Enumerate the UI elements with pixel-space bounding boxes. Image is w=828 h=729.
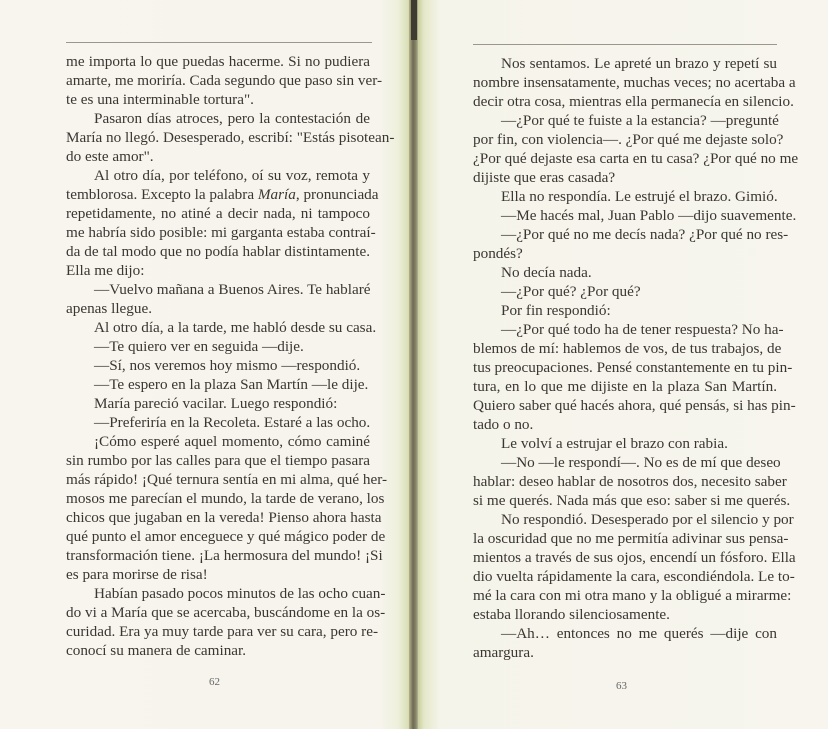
text-line: sin rumbo por las calles para que el tiempo pasara [66,452,370,469]
text-line: repetidamente, no atiné a decir nada, ni tampoco [66,205,370,222]
text-line: Nos sentamos. Le apreté un brazo y repetí su [501,55,777,72]
text-line: chicos que jugaban en la vereda! Pienso ahora hasta [66,509,382,526]
text-line: —Te quiero ver en seguida —dije. [94,338,304,355]
text-line: —Te espero en la plaza San Martín —le dije. [94,376,369,393]
text-line: do vi a María que se acercaba, buscándome en la os- [66,604,386,621]
text-line: Habían pasado pocos minutos de las ocho cuan- [94,585,386,602]
text-line: —Preferiría en la Recoleta. Estaré a las ocho. [94,414,371,431]
text-line: me habría sido posible: mi garganta estaba contraí- [66,224,376,241]
text-line: me importa lo que puedas hacerme. Si no pudiera [66,53,370,70]
text-line: amargura. [473,644,534,661]
text-line: dijiste que eras casada? [473,169,616,186]
text-line: Al otro día, por teléfono, oí su voz, remota y [94,167,370,184]
text-line: Le volví a estrujar el brazo con rabia. [501,435,728,452]
text-line: blemos de mí: hablemos de vos, de tus trabajos, de [473,340,782,357]
left-page [0,0,410,729]
page-number: 63 [616,680,627,692]
text-line: si me querés. Nada más que eso: saber si me querés. [473,492,791,509]
left-page-text [66,52,395,660]
text-line: mosos me parecían el mundo, la tarde de verano, los [66,490,385,507]
text-line [66,185,379,204]
text-line: tado o no. [473,416,534,433]
text-line: Por fin respondió: [501,302,611,319]
text-line: por fin, con violencia—. ¿Por qué me dejaste solo? [473,131,784,148]
text-line: la oscuridad que no me permitía adivinar sus pensa- [473,530,789,547]
text-line: te es una interminable tortura". [66,91,254,108]
text-line: mé la cara con mi otra mano y la obligué a mirarme: [473,587,792,604]
text-line: Quiero saber qué hacés ahora, qué pensás, si has pin- [473,397,796,414]
text-line: —¿Por qué todo ha de tener respuesta? No ha- [501,321,784,338]
header-rule [66,42,372,43]
text-line: do este amor". [66,148,154,165]
text-line: nombre insensatamente, muchas veces; no acertaba a [473,74,796,91]
text-span: temblorosa. Excepto la palabra [66,186,258,203]
text-line: María no llegó. Desesperado, escribí: "Estás pisotean- [66,129,395,146]
text-line: —Vuelvo mañana a Buenos Aires. Te hablaré [94,281,371,298]
right-page [418,0,828,729]
text-line: apenas llegue. [66,300,153,317]
text-line: tus preocupaciones. Pensé constantemente en tu pin- [473,359,793,376]
right-page-text [473,54,799,662]
text-line: amarte, me moriría. Cada segundo que paso sin ver- [66,72,383,89]
text-line: mientos a través de sus ojos, encendí un fósforo. Ella [473,549,796,566]
text-line: —Sí, nos veremos hoy mismo —respondió. [94,357,361,374]
text-line: —Me hacés mal, Juan Pablo —dijo suavemente. [501,207,797,224]
text-line: hablar: deseo hablar de nosotros dos, necesito saber [473,473,787,490]
text-span: , pronunciada [295,186,379,203]
text-line: ¿Por qué dejaste esa carta en tu casa? ¿Por qué no me [473,150,799,167]
page-number: 62 [209,676,220,688]
text-line: da de tal modo que no podía hablar distintamente. [66,243,370,260]
text-line: María pareció vacilar. Luego respondió: [94,395,338,412]
text-line: —¿Por qué te fuiste a la estancia? —pregunté [501,112,779,129]
text-line: Ella no respondía. Le estrujé el brazo. Gimió. [501,188,778,205]
text-line: No decía nada. [501,264,592,281]
text-line: es para morirse de risa! [66,566,208,583]
text-line: conocí su manera de caminar. [66,642,247,659]
text-line: —No —le respondí—. No es de mí que deseo [501,454,781,471]
text-line: Al otro día, a la tarde, me habló desde su casa. [94,319,377,336]
text-line: más rápido! ¡Qué ternura sentía en mi alma, qué her- [66,471,388,488]
text-line: curidad. Era ya muy tarde para ver su cara, pero re- [66,623,379,640]
text-line: —¿Por qué no me decís nada? ¿Por qué no res- [501,226,789,243]
text-line: dio vuelta rápidamente la cara, escondiéndola. Le to- [473,568,795,585]
text-line: No respondió. Desesperado por el silencio y por [501,511,794,528]
text-line: pondés? [473,245,523,262]
italic-text: María [257,186,296,203]
text-line: transformación tiene. ¡La hermosura del mundo! ¡Si [66,547,383,564]
text-line: qué punto el amor enceguece y qué mágico poder de [66,528,386,545]
text-line: ¡Cómo esperé aquel momento, cómo caminé [94,433,370,450]
header-rule [473,44,777,45]
text-line: estaba llorando silenciosamente. [473,606,670,623]
text-line: —¿Por qué? ¿Por qué? [501,283,641,300]
text-line: —Ah… entonces no me querés —dije con [501,625,777,642]
text-line: Ella me dijo: [66,262,145,279]
text-line: decir otra cosa, mientras ella permanecía en silencio. [473,93,794,110]
text-line: tura, en lo que me dijiste en la plaza San Martín. [473,378,777,395]
text-line: Pasaron días atroces, pero la contestación de [94,110,370,127]
